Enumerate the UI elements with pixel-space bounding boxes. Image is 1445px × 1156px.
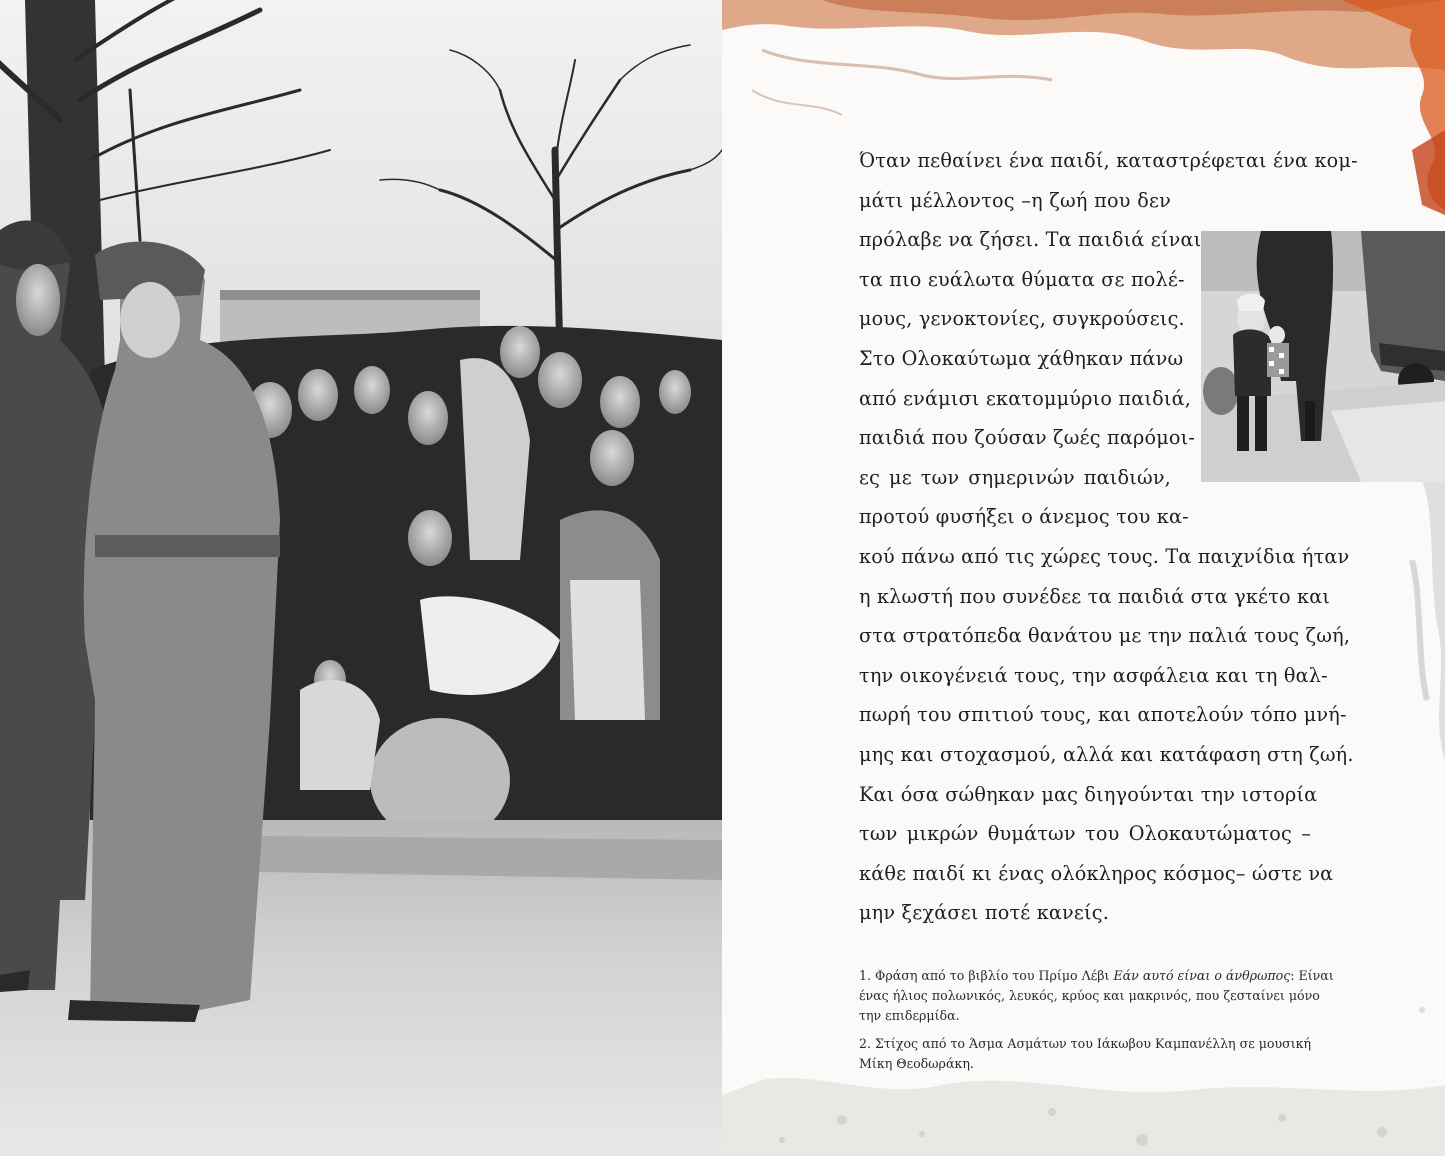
body-line: παιδιά που ζούσαν ζωές παρόμοι- [859, 426, 1196, 450]
footnote-line: ένας ήλιος πολωνικός, λευκός, κρύος και μακρινός, που ζεσταίνει μόνο [859, 987, 1320, 1003]
footnote-line [859, 966, 1334, 986]
body-line: μάτι μέλλοντος –η ζωή που δεν [859, 188, 1171, 212]
body-line: κάθε παιδί κι ένας ολόκληρος κόσμος– ώστε να [859, 861, 1334, 885]
body-line: τα πιο ευάλωτα θύματα σε πολέ- [859, 267, 1185, 291]
inset-photo [1201, 231, 1445, 482]
footnote-2 [859, 1034, 1311, 1074]
body-line: ες με των σημερινών παιδιών, [859, 465, 1171, 489]
footnote-line: την επιδερμίδα. [859, 1007, 960, 1023]
body-line: η κλωστή που συνέδεε τα παιδιά στα γκέτο και [859, 584, 1331, 608]
body-line: κού πάνω από τις χώρες τους. Τα παιχνίδια ήταν [859, 544, 1350, 568]
body-line: μης και στοχασμού, αλλά και κατάφαση στη ζωή. [859, 742, 1354, 766]
body-line: από ενάμισι εκατομμύριο παιδιά, [859, 386, 1192, 410]
book-title: Εάν αυτό είναι ο άνθρωπος [1113, 968, 1291, 983]
body-line: των μικρών θυμάτων του Ολοκαυτώματος – [859, 822, 1311, 846]
footnote-text: 1. Φράση από το βιβλίο του Πρίμο Λέβι [859, 968, 1114, 983]
body-line: Όταν πεθαίνει ένα παιδί, καταστρέφεται ένα κομ- [859, 149, 1358, 172]
body-line: την οικογένειά τους, την ασφάλεια και τη θαλ- [859, 663, 1328, 687]
historical-photo [0, 0, 722, 1156]
left-page [0, 0, 722, 1156]
body-line: μους, γενοκτονίες, συγκρούσεις. [859, 307, 1185, 331]
footnote-line: 2. Στίχος από το Άσμα Ασμάτων του Ιάκωβου Καμπανέλλη σε μουσική [859, 1036, 1312, 1052]
footnotes [859, 966, 1334, 1083]
footnote-text: : Είναι [1290, 968, 1334, 983]
body-line: προτού φυσήξει ο άνεμος του κα- [859, 505, 1189, 529]
body-line: Στο Ολοκαύτωμα χάθηκαν πάνω [859, 346, 1184, 370]
body-line: στα στρατόπεδα θανάτου με την παλιά τους ζωή, [859, 624, 1351, 648]
right-page [722, 0, 1445, 1156]
body-line: πωρή του σπιτιού τους, και αποτελούν τόπο μνή- [859, 703, 1347, 727]
body-line: Και όσα σώθηκαν μας διηγούνται την ιστορία [859, 782, 1318, 806]
footnote-line: Μίκη Θεοδωράκη. [859, 1056, 974, 1072]
body-line: πρόλαβε να ζήσει. Τα παιδιά είναι [859, 228, 1202, 252]
body-line: μην ξεχάσει ποτέ κανείς. [859, 901, 1110, 925]
child-with-doll-photo [1201, 231, 1445, 482]
footnote-1 [859, 966, 1334, 1025]
